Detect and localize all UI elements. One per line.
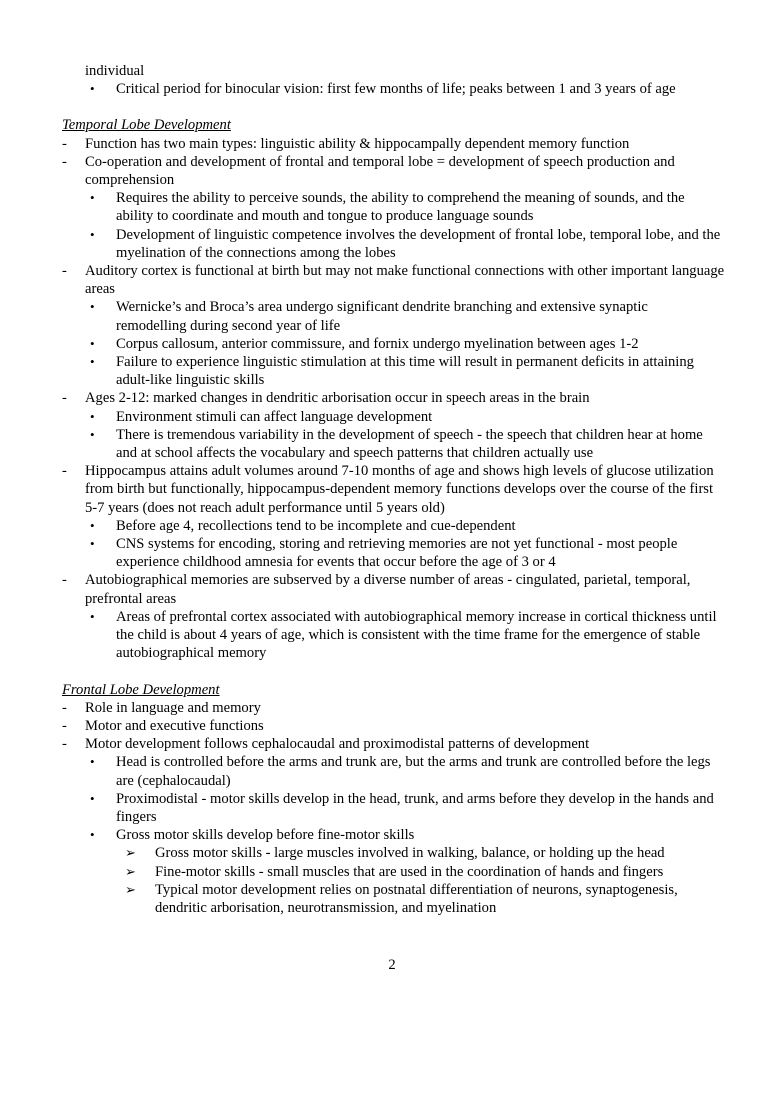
arrow-marker: ➢ — [125, 863, 136, 879]
arrow-marker: ➢ — [125, 845, 136, 861]
list-item: • Development of linguistic competence involves the development of frontal lobe, temporal lobe, and the myelination of the connections among the lobes — [90, 226, 721, 261]
dash-marker: - — [62, 736, 67, 753]
dash-marker: - — [62, 263, 67, 280]
bullet-marker: • — [90, 754, 95, 770]
bullet-marker: • — [90, 190, 95, 206]
list-item: • Areas of prefrontal cortex associated with autobiographical memory increase in cortical thickness until the child is about 4 years of age, which is consistent with the time frame for the emergence of stable autobiographical memory — [90, 608, 717, 662]
list-item: - Role in language and memory — [62, 699, 261, 716]
bullet-marker: • — [90, 335, 95, 351]
list-item: - Function has two main types: linguistic ability & hippocampally dependent memory function — [62, 135, 630, 152]
list-item: • There is tremendous variability in the development of speech - the speech that children hear at home and at school affects the vocabulary and speech patterns that children actually use — [90, 426, 703, 462]
list-item: • Corpus callosum, anterior commissure, and fornix undergo myelination between ages 1-2 — [90, 335, 639, 352]
bullet-marker: • — [90, 408, 95, 424]
list-item: • Requires the ability to perceive sounds, the ability to comprehend the meaning of sounds, and the ability to coordinate and mouth and tongue to produce language sounds — [90, 190, 685, 225]
arrow-marker: ➢ — [125, 881, 136, 897]
list-item: • Environment stimuli can affect language development — [90, 408, 433, 425]
section-heading-temporal: Temporal Lobe Development — [62, 117, 231, 134]
list-item: - Co-operation and development of frontal and temporal lobe = development of speech production and comprehension — [62, 153, 675, 189]
list-item: - Hippocampus attains adult volumes around 7-10 months of age and shows high levels of glucose utilization from birth but functionally, hippocampus-dependent memory functions develops over the course of the first 5-7 years (does not reach adult performance until 5 years old) — [62, 463, 714, 516]
bullet-marker: • — [90, 299, 95, 315]
bullet-marker: • — [90, 790, 95, 806]
bullet-marker: • — [90, 226, 95, 242]
list-item: • Proximodistal - motor skills develop in the head, trunk, and arms before they develop in the hands and fingers — [90, 790, 714, 825]
list-item: • Gross motor skills develop before fine-motor skills — [90, 827, 415, 844]
list-item: • CNS systems for encoding, storing and retrieving memories are not yet functional - most people experience childhood amnesia for events that occur before the age of 3 or 4 — [90, 536, 678, 571]
dash-marker: - — [62, 572, 67, 589]
list-item: - Auditory cortex is functional at birth but may not make functional connections with other important language areas — [62, 263, 725, 298]
list-item: ➢ Fine-motor skills - small muscles that are used in the coordination of hands and fingers — [125, 863, 664, 880]
list-item: • Wernicke’s and Broca’s area undergo significant dendrite branching and extensive synaptic remodelling during second year of life — [90, 299, 648, 334]
continuation-text: individual — [85, 63, 145, 79]
bullet-marker: • — [90, 426, 95, 442]
bullet-marker: • — [90, 536, 95, 552]
bullet-marker: • — [90, 827, 95, 843]
dash-marker: - — [62, 463, 67, 480]
dash-marker: - — [62, 153, 67, 170]
dash-marker: - — [62, 699, 67, 716]
dash-marker: - — [62, 390, 67, 407]
bullet-marker: • — [90, 517, 95, 533]
dash-marker: - — [62, 717, 67, 734]
list-item: - Motor and executive functions — [62, 717, 264, 734]
page-number: 2 — [388, 957, 396, 973]
list-item: • Critical period for binocular vision: first few months of life; peaks between 1 and 3 years of age — [90, 81, 676, 98]
document-page — [0, 62, 784, 917]
bullet-marker: • — [90, 354, 95, 370]
list-item: - Motor development follows cephalocaudal and proximodistal patterns of development — [62, 736, 590, 753]
list-item: • Before age 4, recollections tend to be incomplete and cue-dependent — [90, 517, 516, 534]
list-item: • Head is controlled before the arms and trunk are, but the arms and trunk are controlled before the legs are (cephalocaudal) — [90, 754, 711, 789]
bullet-marker: • — [90, 81, 95, 97]
list-item: - Ages 2-12: marked changes in dendritic arborisation occur in speech areas in the brain — [62, 390, 590, 407]
list-item: • Failure to experience linguistic stimulation at this time will result in permanent deficits in attaining adult-like linguistic skills — [90, 354, 694, 389]
section-heading-frontal: Frontal Lobe Development — [62, 681, 220, 698]
list-item: ➢ Typical motor development relies on postnatal differentiation of neurons, synaptogenesis, dendritic arborisation, neurotransmission, and myelination — [125, 881, 678, 916]
list-item: ➢ Gross motor skills - large muscles involved in walking, balance, or holding up the head — [125, 845, 665, 862]
bullet-marker: • — [90, 608, 95, 624]
list-item: - Autobiographical memories are subserved by a diverse number of areas - cingulated, parietal, temporal, prefrontal areas — [62, 572, 691, 607]
dash-marker: - — [62, 135, 67, 152]
